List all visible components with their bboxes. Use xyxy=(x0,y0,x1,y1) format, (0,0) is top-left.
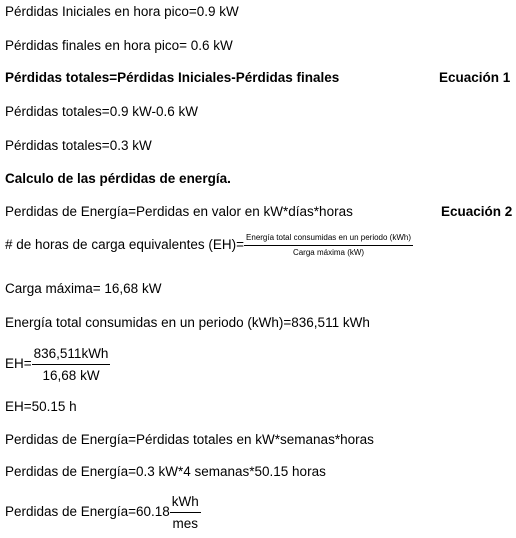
max-load-line: Carga máxima= 16,68 kW xyxy=(5,281,162,296)
equation-2-tag: Ecuación 2 xyxy=(441,204,513,219)
eh-definition-denominator: Carga máxima (kW) xyxy=(244,245,413,258)
energy-losses-substitution-line: Perdidas de Energía=0.3 kW*4 semanas*50.15 horas xyxy=(5,464,326,479)
final-peak-losses-line: Pérdidas finales en hora pico= 0.6 kW xyxy=(5,38,233,53)
eh-definition-numerator: Energía total consumidas en un periodo (kWh) xyxy=(246,233,412,242)
energy-losses-section-heading: Calculo de las pérdidas de energía. xyxy=(5,171,231,186)
eh-substitution-numerator: 836,511kWh xyxy=(33,346,109,361)
total-energy-line: Energía total consumidas en un periodo (kWh)=836,511 kWh xyxy=(5,315,370,330)
eh-definition-fraction xyxy=(244,233,413,258)
eh-substitution-line xyxy=(5,345,110,384)
energy-losses-result-line xyxy=(5,493,201,532)
energy-losses-unit-numerator: kWh xyxy=(171,494,199,509)
energy-losses-formula-line: Perdidas de Energía=Perdidas en valor en kW*días*horas xyxy=(5,204,353,219)
energy-losses-unit-fraction xyxy=(170,493,201,532)
energy-losses-weekly-formula-line: Perdidas de Energía=Pérdidas totales en kW*semanas*horas xyxy=(5,432,374,447)
eh-substitution-fraction xyxy=(32,345,111,384)
equation-1-tag: Ecuación 1 xyxy=(439,70,511,85)
total-losses-result-line: Pérdidas totales=0.3 kW xyxy=(5,138,152,153)
energy-losses-result-prefix: Perdidas de Energía=60.18 xyxy=(5,504,170,520)
total-losses-formula-line: Pérdidas totales=Pérdidas Iniciales-Pérdidas finales xyxy=(5,70,340,85)
energy-losses-unit-denominator: mes xyxy=(170,512,201,532)
initial-peak-losses-line: Pérdidas Iniciales en hora pico=0.9 kW xyxy=(5,4,239,19)
equivalent-load-hours-line xyxy=(5,233,413,258)
eh-result-line: EH=50.15 h xyxy=(5,399,77,414)
total-losses-substitution-line: Pérdidas totales=0.9 kW-0.6 kW xyxy=(5,104,198,119)
eh-substitution-denominator: 16,68 kW xyxy=(32,364,111,384)
eh-definition-prefix: # de horas de carga equivalentes (EH)= xyxy=(5,237,245,253)
eh-substitution-prefix: EH= xyxy=(5,356,32,372)
